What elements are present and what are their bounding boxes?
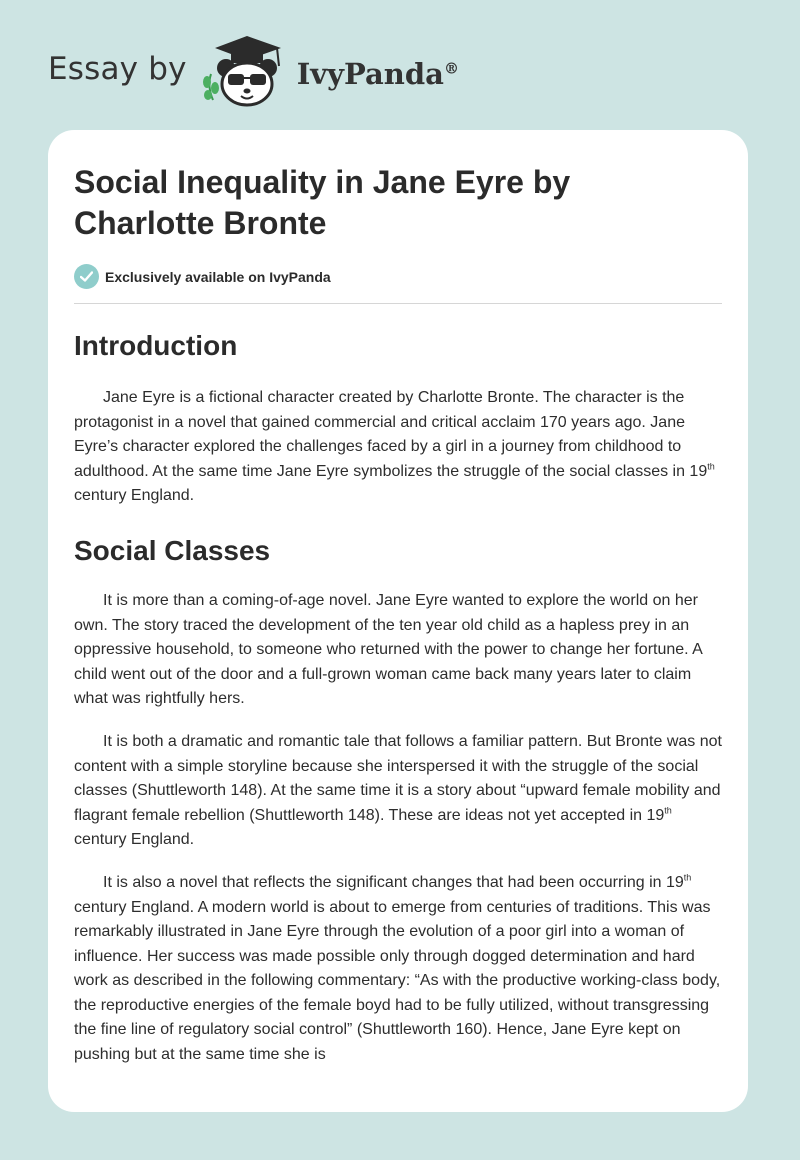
- paragraph: Jane Eyre is a fictional character created by Charlotte Bronte. The character is the protagonist in a novel that gained commercial and critical acclaim 170 years ago. Jane Eyre’s character explored the challenges faced by a girl in a journey from childhood to adulthood. At the same time Jane Eyre symbolizes the struggle of the social classes in 19th century England.: [74, 389, 715, 505]
- section-social-classes: [74, 531, 722, 1068]
- exclusive-badge: [74, 264, 722, 289]
- section-introduction: [74, 326, 722, 509]
- essay-card: [48, 130, 748, 1112]
- essay-by-label: Essay by: [48, 51, 187, 87]
- site-header: [48, 34, 459, 110]
- page-title: Social Inequality in Jane Eyre by Charlotte Bronte: [74, 164, 571, 241]
- divider: [74, 303, 722, 304]
- brand-name: IvyPanda®: [296, 57, 459, 91]
- paragraph: It is both a dramatic and romantic tale that follows a familiar pattern. But Bronte was not content with a simple storyline because she interspersed it with the struggle of the social classes (Shuttleworth 148). At the same time it is a story about “upward female mobility and flagrant female rebellion (Shuttleworth 148). These are ideas not yet accepted in 19th century England.: [74, 732, 722, 849]
- check-icon: [74, 264, 99, 289]
- paragraph: It is more than a coming-of-age novel. Jane Eyre wanted to explore the world on her own. The story traced the development of the ten year old child as a hapless prey in an oppressive household, to someone who returned with the power to change her fortune. A child went out of the door and a full-grown woman came back many years later to claim what was rightfully hers.: [74, 591, 702, 708]
- panda-logo-icon[interactable]: [201, 34, 293, 110]
- section-heading: Social Classes: [74, 534, 271, 566]
- paragraph: It is also a novel that reflects the significant changes that had been occurring in 19th century England. A modern world is about to emerge from centuries of traditions. This was remarkably illustrated in Jane Eyre through the evolution of a poor girl into a woman of influence. Her success was made possible only through dogged determination and hard work as described in the following commentary: “As with the productive working-class body, the reproductive energies of the female boyd had to be fully utilized, without transgressing the fine line of regulatory social control” (Shuttleworth 160). Hence, Jane Eyre kept on pushing but at the same time she is: [74, 872, 721, 1064]
- section-heading: Introduction: [74, 330, 238, 361]
- exclusive-label: Exclusively available on IvyPanda: [105, 268, 331, 285]
